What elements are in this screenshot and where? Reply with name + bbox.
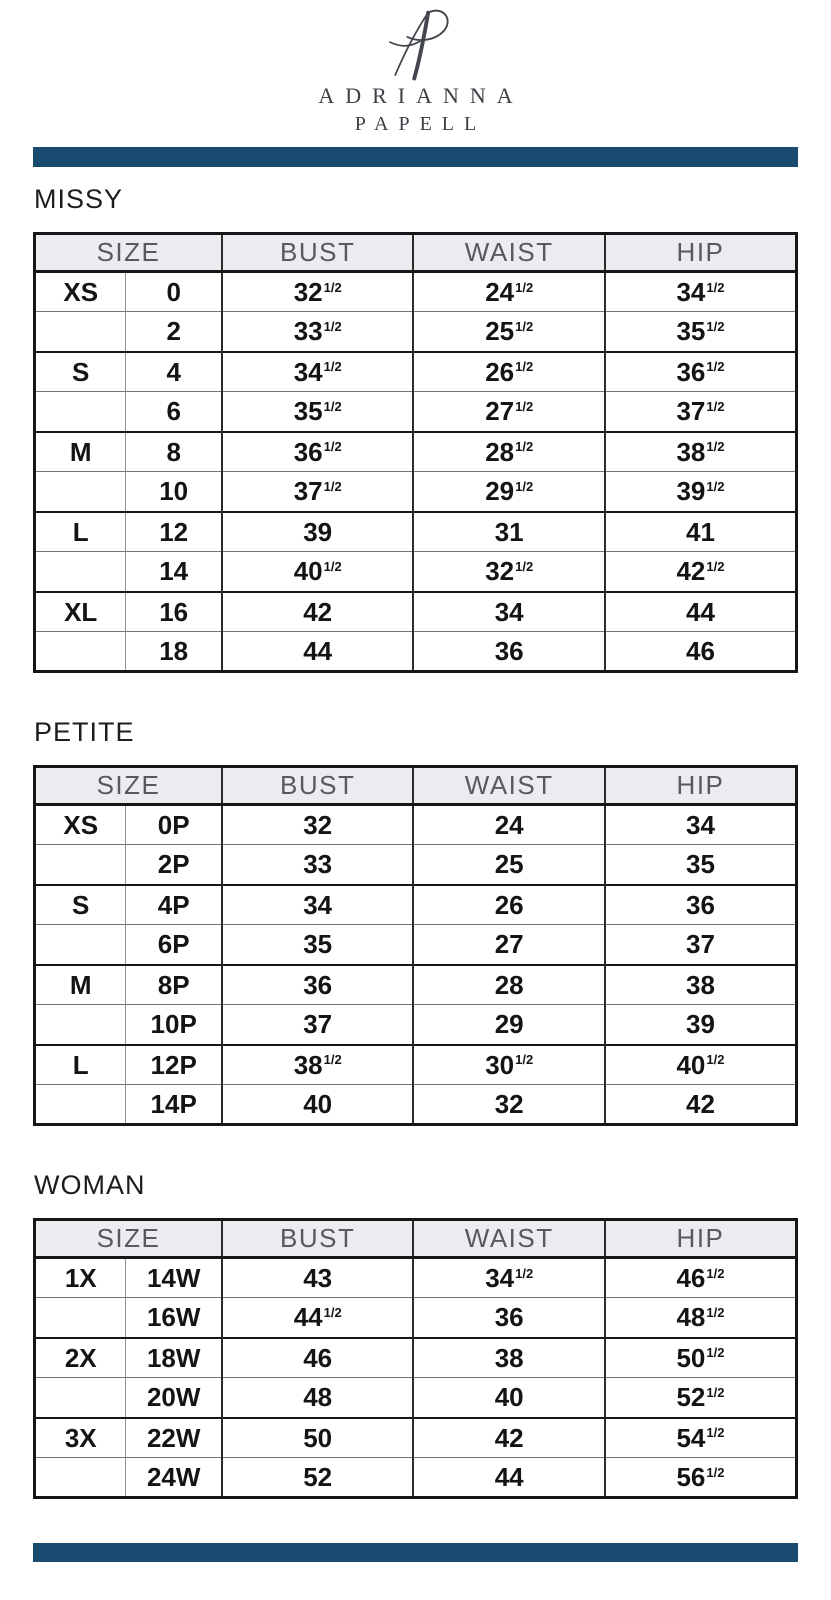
cell-bust: 50 [222,1418,414,1458]
cell-size-number: 4 [126,352,222,392]
fraction-superscript: 1/2 [515,318,534,334]
cell-size-number: 16W [126,1298,222,1338]
fraction-superscript: 1/2 [323,1052,342,1068]
column-header-hip: HIP [605,234,797,272]
table-row [35,312,797,352]
cell-bust: 40 [222,1085,414,1125]
cell-size-letter: M [69,969,92,1000]
table-row [35,1338,797,1378]
cell-size-number: 24W [126,1458,222,1498]
cell-waist: $24^{1/2}$ [413,272,605,312]
cell-size-letter [35,552,126,592]
cell-size-letter [35,392,126,432]
fraction-superscript: 1/2 [515,398,534,414]
fraction-superscript: 1/2 [323,359,342,375]
table-row [35,352,797,392]
cell-waist: 27 [413,925,605,965]
cell-size-number: 8 [126,432,222,472]
cell-hip: $37^{1/2}$ [605,392,797,432]
cell-hip: 35 [605,845,797,885]
cell-size-letter [35,1378,126,1418]
column-header-waist: WAIST [413,1220,605,1258]
cell-size-letter [35,632,126,672]
fraction-superscript: 1/2 [706,1464,725,1480]
cell-hip: $40^{1/2}$ [605,1045,797,1085]
cell-size-number: 12P [126,1045,222,1085]
cell-bust: 48 [222,1378,414,1418]
table-row [35,1005,797,1045]
table-row [35,472,797,512]
column-header-size: SIZE [35,1220,222,1258]
fraction-superscript: 1/2 [706,478,725,494]
cell-bust: $44^{1/2}$ [222,1298,414,1338]
cell-waist: 44 [413,1458,605,1498]
cell-size-number: 16 [126,592,222,632]
cell-hip: $38^{1/2}$ [605,432,797,472]
table-row [35,1418,797,1458]
fraction-superscript: 1/2 [323,558,342,574]
cell-bust: 39 [222,512,414,552]
table-row [35,1378,797,1418]
cell-size-number: 18W [126,1338,222,1378]
cell-size-letter: L [72,516,89,547]
cell-bust: 37 [222,1005,414,1045]
cell-size-letter [35,925,126,965]
brand-name-line1: ADRIANNA [318,83,524,108]
cell-bust: $34^{1/2}$ [222,352,414,392]
cell-waist: $29^{1/2}$ [413,472,605,512]
cell-size-letter: L [72,1049,89,1080]
section-title: PETITE [34,717,135,748]
table-row [35,272,797,312]
section-title: MISSY [34,184,124,215]
cell-bust: $35^{1/2}$ [222,392,414,432]
cell-size-number: 0 [126,272,222,312]
cell-waist: 36 [413,632,605,672]
size-section-petite [33,717,798,1126]
column-header-size: SIZE [35,234,222,272]
cell-hip: 42 [605,1085,797,1125]
cell-hip: $42^{1/2}$ [605,552,797,592]
cell-size-letter: 2X [64,1342,97,1373]
table-row [35,432,797,472]
table-row [35,965,797,1005]
cell-size-letter [35,1298,126,1338]
cell-waist: 31 [413,512,605,552]
cell-waist: 42 [413,1418,605,1458]
cell-hip: $34^{1/2}$ [605,272,797,312]
cell-bust: 32 [222,805,414,845]
cell-hip: 39 [605,1005,797,1045]
size-table [33,765,798,1126]
cell-size-number: 10P [126,1005,222,1045]
fraction-superscript: 1/2 [323,439,342,455]
cell-size-letter [35,845,126,885]
fraction-superscript: 1/2 [706,1304,725,1320]
fraction-superscript: 1/2 [706,1345,725,1361]
table-row [35,1298,797,1338]
column-header-hip: HIP [605,1220,797,1258]
cell-hip: 37 [605,925,797,965]
cell-waist: $25^{1/2}$ [413,312,605,352]
fraction-superscript: 1/2 [706,318,725,334]
cell-waist: 36 [413,1298,605,1338]
table-row [35,845,797,885]
cell-hip: 36 [605,885,797,925]
cell-waist: $32^{1/2}$ [413,552,605,592]
fraction-superscript: 1/2 [706,1052,725,1068]
column-header-bust: BUST [222,1220,414,1258]
cell-size-letter: XS [63,277,99,308]
cell-size-number: 20W [126,1378,222,1418]
cell-bust: $40^{1/2}$ [222,552,414,592]
cell-bust: 46 [222,1338,414,1378]
cell-waist: 28 [413,965,605,1005]
cell-size-number: 14W [126,1258,222,1298]
cell-hip: 41 [605,512,797,552]
table-row [35,392,797,432]
cell-hip: $39^{1/2}$ [605,472,797,512]
cell-hip: 34 [605,805,797,845]
cell-size-letter [35,472,126,512]
cell-bust: 36 [222,965,414,1005]
table-row [35,1258,797,1298]
fraction-superscript: 1/2 [706,1384,725,1400]
fraction-superscript: 1/2 [323,478,342,494]
column-header-bust: BUST [222,234,414,272]
column-header-size: SIZE [35,767,222,805]
cell-hip: $35^{1/2}$ [605,312,797,352]
cell-hip: $50^{1/2}$ [605,1338,797,1378]
size-section-woman [33,1170,798,1499]
size-sections-container [33,184,798,1499]
fraction-superscript: 1/2 [515,558,534,574]
table-row [35,632,797,672]
table-row [35,1458,797,1498]
cell-hip: $48^{1/2}$ [605,1298,797,1338]
header-row [35,1220,797,1258]
fraction-superscript: 1/2 [323,279,342,295]
size-table [33,232,798,673]
table-row [35,1085,797,1125]
fraction-superscript: 1/2 [706,398,725,414]
cell-waist: 29 [413,1005,605,1045]
table-row [35,592,797,632]
cell-waist: 32 [413,1085,605,1125]
cell-bust: 43 [222,1258,414,1298]
cell-size-number: 14 [126,552,222,592]
cell-waist: $26^{1/2}$ [413,352,605,392]
size-table [33,1218,798,1499]
cell-waist: $28^{1/2}$ [413,432,605,472]
cell-waist: $30^{1/2}$ [413,1045,605,1085]
cell-size-number: 2P [126,845,222,885]
cell-size-letter: S [72,356,90,387]
cell-waist: 25 [413,845,605,885]
table-row [35,925,797,965]
cell-hip: 46 [605,632,797,672]
cell-size-number: 8P [126,965,222,1005]
cell-size-letter: XS [63,810,99,841]
cell-size-letter: M [69,436,92,467]
cell-size-number: 6 [126,392,222,432]
cell-bust: $36^{1/2}$ [222,432,414,472]
header-row [35,234,797,272]
cell-size-number: 2 [126,312,222,352]
cell-size-number: 22W [126,1418,222,1458]
fraction-superscript: 1/2 [706,279,725,295]
cell-bust: 33 [222,845,414,885]
fraction-superscript: 1/2 [515,1052,534,1068]
cell-hip: $56^{1/2}$ [605,1458,797,1498]
fraction-superscript: 1/2 [706,1425,725,1441]
cell-size-letter [35,312,126,352]
fraction-superscript: 1/2 [706,1265,725,1281]
cell-bust: 35 [222,925,414,965]
column-header-hip: HIP [605,767,797,805]
cell-size-number: 4P [126,885,222,925]
cell-size-letter: 1X [64,1263,97,1294]
divider-bar-bottom [33,1543,798,1562]
cell-size-number: 6P [126,925,222,965]
fraction-superscript: 1/2 [706,439,725,455]
cell-waist: 40 [413,1378,605,1418]
cell-hip: $36^{1/2}$ [605,352,797,392]
brand-header [33,0,798,135]
cell-waist: 34 [413,592,605,632]
cell-size-number: 10 [126,472,222,512]
cell-size-letter: S [72,889,90,920]
cell-bust: $33^{1/2}$ [222,312,414,352]
cell-hip: 38 [605,965,797,1005]
cell-size-letter [35,1005,126,1045]
table-row [35,512,797,552]
fraction-superscript: 1/2 [323,318,342,334]
cell-waist: 24 [413,805,605,845]
cell-hip: $46^{1/2}$ [605,1258,797,1298]
cell-hip: $54^{1/2}$ [605,1418,797,1458]
fraction-superscript: 1/2 [515,478,534,494]
table-row [35,805,797,845]
table-row [35,885,797,925]
brand-name-line2: PAPELL [354,113,487,136]
cell-size-number: 18 [126,632,222,672]
cell-size-number: 14P [126,1085,222,1125]
column-header-waist: WAIST [413,767,605,805]
column-header-bust: BUST [222,767,414,805]
cell-size-number: 12 [126,512,222,552]
cell-waist: $27^{1/2}$ [413,392,605,432]
fraction-superscript: 1/2 [515,1265,534,1281]
fraction-superscript: 1/2 [323,398,342,414]
fraction-superscript: 1/2 [706,359,725,375]
fraction-superscript: 1/2 [515,439,534,455]
size-section-missy [33,184,798,673]
cell-size-letter [35,1085,126,1125]
cell-bust: $38^{1/2}$ [222,1045,414,1085]
divider-bar-top [33,147,798,167]
cell-size-letter [35,1458,126,1498]
fraction-superscript: 1/2 [515,359,534,375]
cell-bust: $32^{1/2}$ [222,272,414,312]
cell-waist: 38 [413,1338,605,1378]
cell-size-number: 0P [126,805,222,845]
fraction-superscript: 1/2 [706,558,725,574]
table-row [35,552,797,592]
column-header-waist: WAIST [413,234,605,272]
cell-hip: 44 [605,592,797,632]
header-row [35,767,797,805]
cell-bust: 42 [222,592,414,632]
cell-hip: $52^{1/2}$ [605,1378,797,1418]
cell-bust: 52 [222,1458,414,1498]
cell-bust: 34 [222,885,414,925]
section-title: WOMAN [34,1170,146,1201]
cell-bust: $37^{1/2}$ [222,472,414,512]
cell-size-letter: 3X [64,1422,97,1453]
cell-size-letter: XL [64,596,98,627]
cell-waist: 26 [413,885,605,925]
table-row [35,1045,797,1085]
cell-waist: $34^{1/2}$ [413,1258,605,1298]
ap-monogram-icon [370,4,462,82]
fraction-superscript: 1/2 [323,1304,342,1320]
fraction-superscript: 1/2 [515,279,534,295]
cell-bust: 44 [222,632,414,672]
